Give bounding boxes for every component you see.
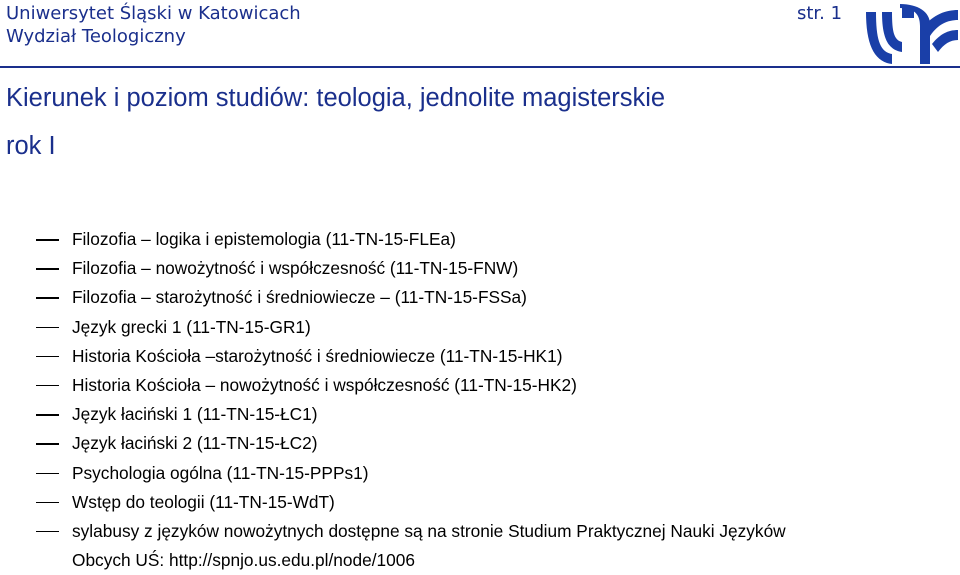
course-label: Psychologia ogólna (11-TN-15-PPPs1) — [72, 462, 369, 483]
faculty-name: Wydział Teologiczny — [6, 26, 186, 47]
list-item — [0, 429, 960, 458]
dash-bullet-icon — [36, 385, 59, 387]
list-item — [0, 400, 960, 429]
list-item — [0, 342, 960, 371]
course-label: Język łaciński 2 (11-TN-15-ŁC2) — [72, 433, 318, 454]
list-item — [0, 459, 960, 488]
course-label: Historia Kościoła –starożytność i średniowiecze (11-TN-15-HK1) — [72, 345, 563, 366]
course-label: Język grecki 1 (11-TN-15-GR1) — [72, 316, 311, 337]
dash-bullet-icon — [36, 327, 59, 329]
course-label: Filozofia – starożytność i średniowiecze – (11-TN-15-FSSa) — [72, 287, 527, 308]
list-item — [0, 371, 960, 400]
note-line-1: sylabusy z języków nowożytnych dostępne są na stronie Studium Praktycznej Nauki Języków — [72, 520, 786, 541]
page-header — [6, 2, 301, 48]
list-item — [0, 254, 960, 283]
university-logo-icon — [862, 4, 958, 66]
dash-bullet-icon — [36, 531, 59, 533]
page-number: str. 1 — [797, 3, 843, 24]
dash-bullet-icon — [36, 297, 59, 299]
list-item-note — [0, 517, 960, 570]
note-line-2: Obcych UŚ: http://spnjo.us.edu.pl/node/1006 — [72, 549, 415, 570]
course-label: Filozofia – nowożytność i współczesność (11-TN-15-FNW) — [72, 258, 519, 279]
dash-bullet-icon — [36, 443, 59, 445]
header-divider — [0, 66, 960, 68]
university-name: Uniwersytet Śląski w Katowicach — [6, 3, 301, 24]
dash-bullet-icon — [36, 502, 59, 504]
dash-bullet-icon — [36, 473, 59, 475]
list-item — [0, 283, 960, 312]
list-item — [0, 225, 960, 254]
course-label: Język łaciński 1 (11-TN-15-ŁC1) — [72, 404, 318, 425]
dash-bullet-icon — [36, 414, 59, 416]
dash-bullet-icon — [36, 268, 59, 270]
course-label: Historia Kościoła – nowożytność i współczesność (11-TN-15-HK2) — [72, 374, 577, 395]
course-label: Filozofia – logika i epistemologia (11-TN-15-FLEa) — [72, 229, 456, 249]
course-label: Wstęp do teologii (11-TN-15-WdT) — [72, 491, 335, 512]
page-title: Kierunek i poziom studiów: teologia, jednolite magisterskie — [6, 84, 666, 112]
course-list — [0, 225, 960, 570]
list-item — [0, 313, 960, 342]
year-heading: rok I — [6, 132, 56, 160]
list-item — [0, 488, 960, 517]
dash-bullet-icon — [36, 356, 59, 358]
dash-bullet-icon — [36, 239, 59, 241]
